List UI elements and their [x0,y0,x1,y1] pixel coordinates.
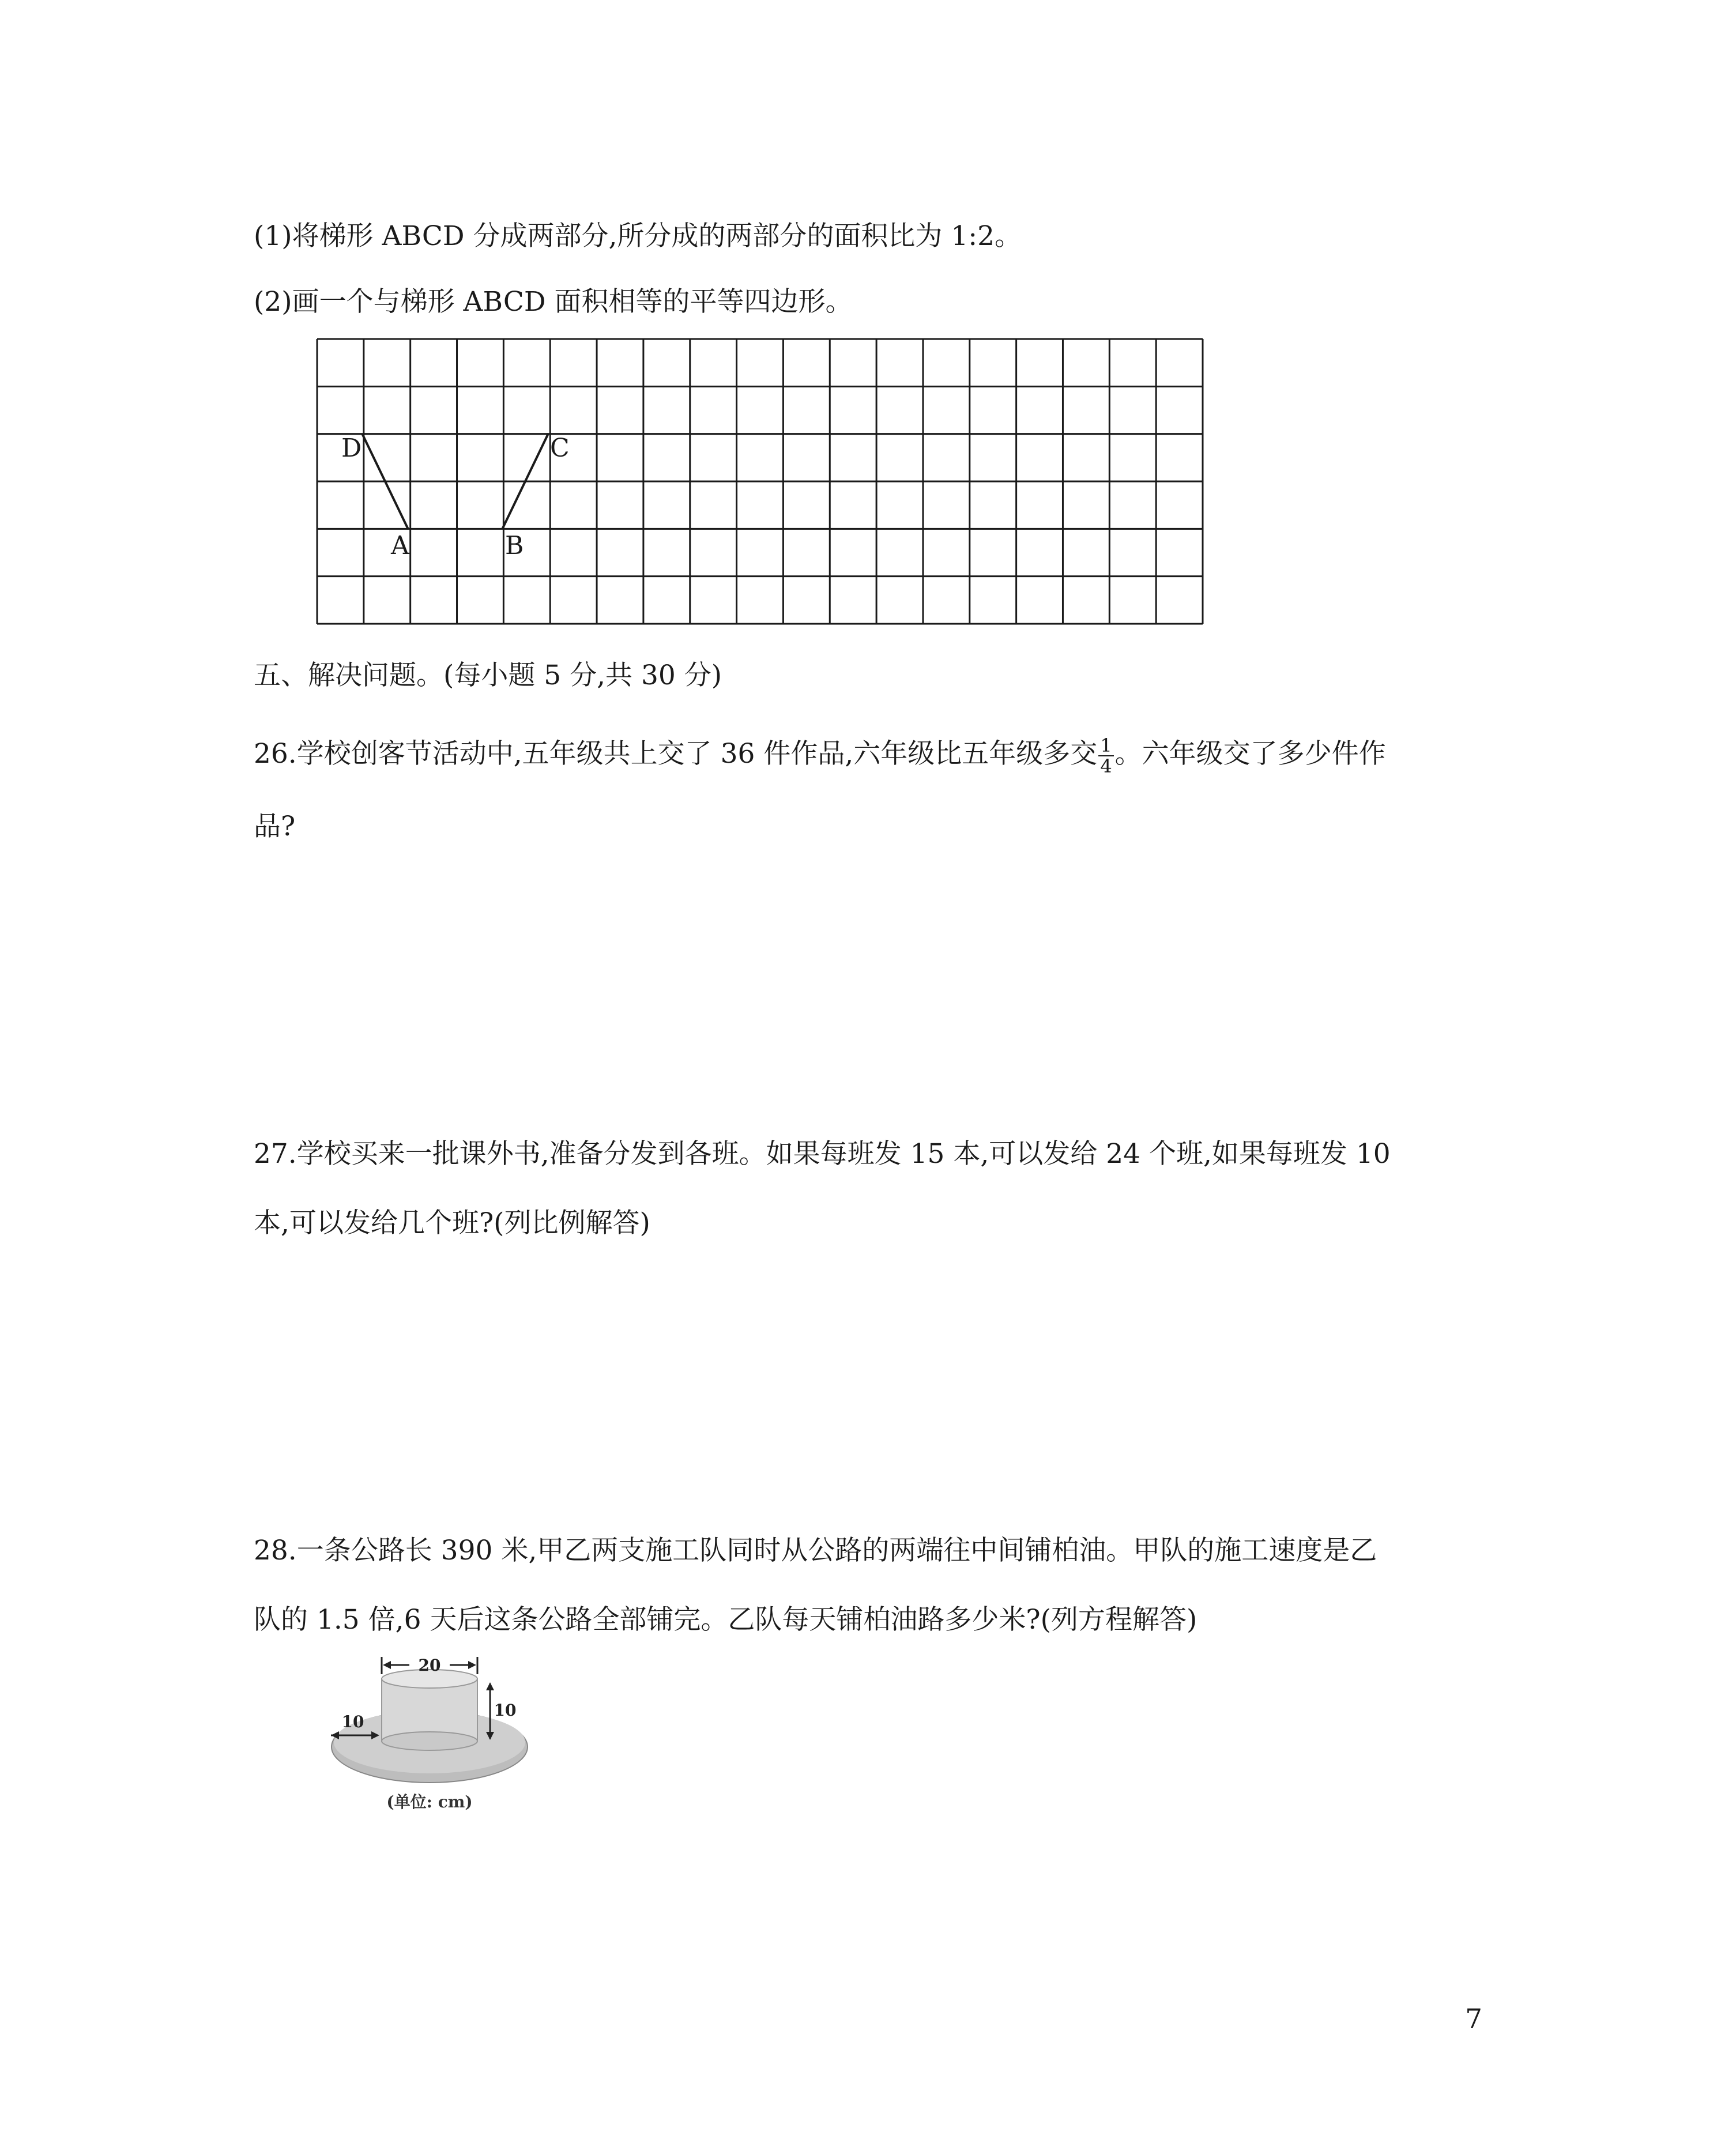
q26-line2: 品? [254,811,296,842]
fraction-one-quarter [1098,736,1113,776]
trapezoid-grid [316,338,1204,625]
dim-left: 10 [341,1712,364,1731]
q25-part1: (1)将梯形 ABCD 分成两部分,所分成的两部分的面积比为 1:2。 [254,220,1022,252]
page-number: 7 [1465,2003,1482,2035]
q27-line1: 27.学校买来一批课外书,准备分发到各班。如果每班发 15 本,可以发给 24 个班,如果每班发 10 [254,1138,1391,1170]
label-a: A [391,531,409,560]
cylinder-bottom [382,1732,477,1750]
label-d: D [341,434,362,463]
q28-line1: 28.一条公路长 390 米,甲乙两支施工队同时从公路的两端往中间铺柏油。甲队的施工速度是乙 [254,1535,1377,1566]
q26-text-after: 。六年级交了多少件作 [1114,738,1386,770]
q28-line2: 队的 1.5 倍,6 天后这条公路全部铺完。乙队每天铺柏油路多少米?(列方程解答) [254,1604,1197,1636]
label-c: C [550,434,570,463]
q27-line2: 本,可以发给几个班?(列比例解答) [254,1207,650,1239]
section5-heading: 五、解决问题。(每小题 5 分,共 30 分) [254,660,722,691]
fraction-denominator: 4 [1100,755,1112,777]
q26-text-before: 26.学校创客节活动中,五年级共上交了 36 件作品,六年级比五年级多交 [254,738,1098,770]
fraction-numerator: 1 [1098,736,1113,756]
dim-top: 20 [418,1656,441,1675]
cylinder-on-disc-figure [323,1649,536,1822]
unit-caption: (单位: cm) [386,1792,473,1811]
label-b: B [505,531,524,560]
q26-line1 [254,736,1386,776]
q25-part2: (2)画一个与梯形 ABCD 面积相等的平等四边形。 [254,286,853,318]
dim-right: 10 [494,1701,517,1720]
